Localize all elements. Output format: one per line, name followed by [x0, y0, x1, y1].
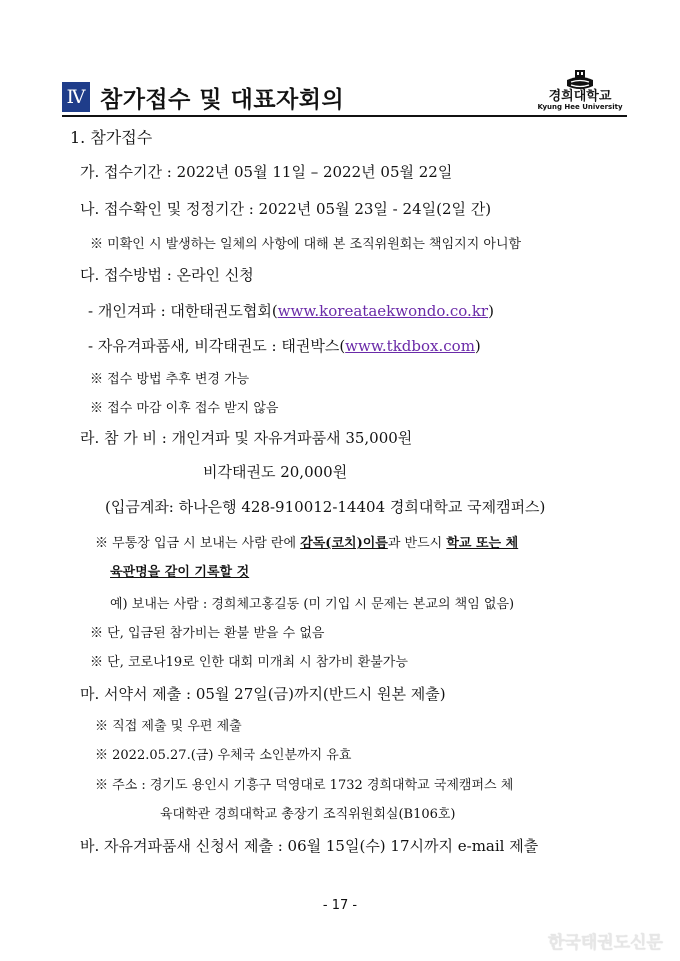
note-postmark: ※ 2022.05.27.(금) 우체국 소인분까지 유효 — [95, 748, 352, 763]
freestyle-registration — [88, 336, 481, 356]
item-ra-second: 비각태권도 20,000원 — [203, 463, 348, 481]
item-ma: 마. 서약서 제출 : 05월 27일(금)까지(반드시 원본 제출) — [80, 685, 446, 703]
freestyle-suffix: ) — [474, 337, 481, 355]
tkdbox-link[interactable]: www.tkdbox.com — [345, 337, 475, 355]
section-header — [62, 70, 622, 114]
bank-note-part2: 과 반드시 — [387, 536, 447, 551]
bank-note-part1: ※ 무통장 입금 시 보내는 사람 란에 — [95, 536, 301, 551]
bank-account: (입금계좌: 하나은행 428-910012-14404 경희대학교 국제캠퍼스) — [105, 498, 546, 516]
freestyle-prefix: - 자유겨파품새, 비각태권도 : 태권박스( — [88, 337, 346, 355]
section-heading: 1. 참가접수 — [70, 128, 153, 147]
bank-note-continued — [110, 563, 249, 583]
item-na: 나. 접수확인 및 정정기간 : 2022년 05월 23일 - 24일(2일 간) — [80, 200, 492, 218]
individual-suffix: ) — [488, 302, 494, 320]
logo-english-name: Kyung Hee University — [537, 103, 623, 111]
page-number: - 17 - — [322, 898, 358, 913]
university-logo — [530, 70, 630, 114]
address-line-1: ※ 주소 : 경기도 용인시 기흥구 덕영대로 1732 경희대학교 국제캠퍼스 체 — [95, 778, 514, 793]
bank-note-coach-name: 감독(코치)이름 — [300, 536, 388, 551]
section-number-badge: Ⅳ — [62, 82, 90, 112]
note-no-late: ※ 접수 마감 이후 접수 받지 않음 — [90, 401, 279, 416]
item-ga: 가. 접수기간 : 2022년 05월 11일 – 2022년 05월 22일 — [80, 163, 453, 181]
header-divider — [62, 115, 627, 117]
item-ra: 라. 참 가 비 : 개인겨파 및 자유겨파품새 35,000원 — [80, 429, 413, 447]
item-da: 다. 접수방법 : 온라인 신청 — [80, 266, 254, 284]
koreataekwondo-link[interactable]: www.koreataekwondo.co.kr — [277, 302, 489, 320]
note-unconfirmed: ※ 미확인 시 발생하는 일체의 사항에 대해 본 조직위원회는 책임지지 아니함 — [90, 237, 522, 252]
watermark: 한국태권도신문 — [548, 933, 663, 953]
note-method-change: ※ 접수 방법 추후 변경 가능 — [90, 372, 250, 387]
example-sender: 예) 보내는 사람 : 경희체고홍길동 (미 기입 시 문제는 본교의 책임 없음) — [110, 597, 515, 612]
logo-korean-name: 경희대학교 — [548, 89, 612, 104]
address-line-2: 육대학관 경희대학교 총장기 조직위원회실(B106호) — [160, 807, 456, 822]
section-title: 참가접수 및 대표자회의 — [100, 87, 345, 113]
note-no-refund: ※ 단, 입금된 참가비는 환불 받을 수 없음 — [90, 626, 325, 641]
bank-note — [95, 534, 518, 554]
note-covid: ※ 단, 코로나19로 인한 대회 미개최 시 참가비 환불가능 — [90, 655, 408, 670]
bank-note-school-name-cont: 육관명을 같이 기록할 것 — [110, 565, 250, 580]
bank-note-school-name: 학교 또는 체 — [446, 536, 519, 551]
note-direct: ※ 직접 제출 및 우편 제출 — [95, 719, 242, 734]
individual-prefix: - 개인겨파 : 대한태권도협회( — [88, 302, 278, 320]
item-ba: 바. 자유겨파품새 신청서 제출 : 06월 15일(수) 17시까지 e-mail 제출 — [80, 837, 539, 855]
individual-registration — [88, 301, 494, 321]
